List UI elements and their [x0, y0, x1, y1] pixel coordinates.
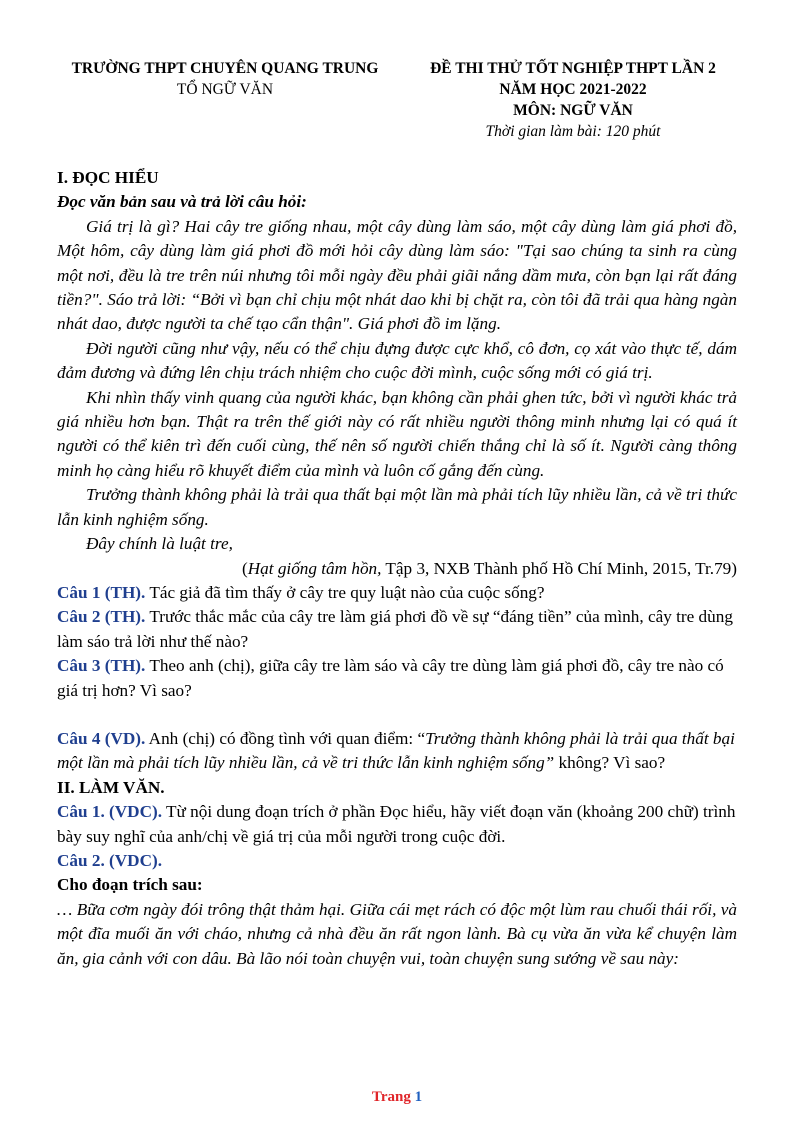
part1-heading: I. ĐỌC HIỂU — [57, 168, 159, 187]
passage-paragraph-1: Giá trị là gì? Hai cây tre giống nhau, một cây dùng làm sáo, một cây dùng làm giá phơi đồ, Một hôm, cây dùng làm giá phơi đồ mới hỏi cây dùng làm sáo: "Tại sao chúng ta sinh ra cùng một nơi, đều là tre trên núi nhưng tôi mỗi ngày đều phải giãi nắng dầm mưa, còn bạn lại rất đáng tiền?". Sáo trả lời: “Bởi vì bạn chỉ chịu một nhát dao khi bị chặt ra, còn tôi đã trải qua hàng ngàn nhát dao, được người ta chế tạo cẩn thận". Giá phơi đồ im lặng. — [57, 216, 737, 334]
school-header — [40, 58, 410, 100]
question-1-label: Câu 1 (TH). — [57, 582, 146, 602]
page-word: Trang — [371, 1089, 411, 1105]
school-name: TRƯỜNG THPT CHUYÊN QUANG TRUNG — [71, 60, 379, 77]
subject: MÔN: NGỮ VĂN — [513, 102, 633, 119]
page-footer — [0, 1089, 794, 1106]
spacer — [57, 703, 737, 727]
essay-question-1 — [57, 800, 737, 849]
passage-paragraph-5: Đây chính là luật tre, — [86, 534, 233, 554]
essay-question-1-text: Từ nội dung đoạn trích ở phần Đọc hiểu, hãy viết đoạn văn (khoảng 200 chữ) trình bày suy nghĩ của anh/chị về giá trị của mỗi người trong cuộc đời. — [57, 802, 736, 846]
question-3 — [57, 654, 737, 703]
question-3-label: Câu 3 (TH). — [57, 656, 146, 676]
question-4 — [57, 727, 737, 776]
part1-instruction: Đọc văn bản sau và trả lời câu hỏi: — [57, 192, 307, 212]
source-details: Tập 3, NXB Thành phố Hồ Chí Minh, 2015, Tr.79) — [381, 558, 737, 578]
essay-question-2-label: Câu 2. (VDC). — [57, 850, 163, 870]
question-2-text: Trước thắc mắc của cây tre làm giá phơi đồ về sự “đáng tiền” của mình, cây tre dùng làm sáo trả lời như thế nào? — [57, 607, 733, 651]
excerpt-text: … Bữa cơm ngày đói trông thật thảm hại. Giữa cái mẹt rách có độc một lùm rau chuối thái rối, và một đĩa muối ăn với cháo, nhưng cả nhà đều ăn rất ngon lành. Bà cụ vừa ăn vừa kể chuyện làm ăn, gia cảnh với con dâu. Bà lão nói toàn chuyện vui, toàn chuyện sung sướng về sau này: — [57, 899, 737, 968]
essay-question-1-label: Câu 1. (VDC). — [57, 802, 163, 822]
passage-paragraph-4: Trưởng thành không phải là trải qua thất bại một lần mà phải tích lũy nhiều lần, cả về tri thức lẫn kinh nghiệm sống. — [57, 485, 737, 529]
question-4-quote: Trưởng thành không phải là trải qua thất bại một lần mà phải tích lũy nhiều lần, cả về tri thức lẫn kinh nghiệm sống” — [57, 728, 735, 773]
excerpt-heading: Cho đoạn trích sau: — [57, 875, 203, 895]
question-2 — [57, 605, 737, 654]
passage-paragraph-3: Khi nhìn thấy vinh quang của người khác, bạn không cần phải ghen tức, bởi vì người khác trả giá nhiều hơn bạn. Thật ra trên thế giới này có rất nhiều người thông minh nhưng lại có quá ít người có thể kiên trì đến cuối cùng, thế nên số người chiến thắng chỉ là số ít. Người càng thông minh họ càng hiểu rõ khuyết điểm của mình và luôn cố gắng đến cùng. — [57, 387, 737, 480]
question-4-label: Câu 4 (VD). — [57, 728, 146, 748]
question-4-pre: Anh (chị) có đồng tình với quan điểm: “ — [145, 728, 426, 748]
time-limit: Thời gian làm bài: 120 phút — [485, 123, 661, 140]
page-number: 1 — [414, 1089, 423, 1105]
question-2-label: Câu 2 (TH). — [57, 607, 146, 627]
reading-passage — [57, 215, 737, 557]
department-name: TỔ NGỮ VĂN — [176, 81, 274, 98]
exam-title: ĐỀ THI THỬ TỐT NGHIỆP THPT LẦN 2 — [430, 60, 716, 77]
question-1-text: Tác giả đã tìm thấy ở cây tre quy luật nào của cuộc sống? — [145, 582, 545, 602]
question-3-text: Theo anh (chị), giữa cây tre làm sáo và cây tre dùng làm giá phơi đồ, cây tre nào có giá trị hơn? Vì sao? — [57, 656, 724, 700]
source-title: Hạt giống tâm hồn, — [247, 558, 382, 578]
passage-source: (Hạt giống tâm hồn, Tập 3, NXB Thành phố Hồ Chí Minh, 2015, Tr.79) — [242, 558, 737, 578]
exam-body — [57, 166, 737, 971]
part2-heading: II. LÀM VĂN. — [57, 777, 165, 797]
question-4-post: không? Vì sao? — [554, 753, 666, 773]
passage-paragraph-2: Đời người cũng như vậy, nếu có thể chịu đựng được cực khổ, cô đơn, cọ xát vào thực tế, dám đảm đương và đứng lên chịu trách nhiệm cho cuộc đời mình, cuộc sống mới có giá trị. — [57, 338, 737, 383]
question-1 — [57, 581, 737, 605]
exam-header — [408, 58, 738, 142]
school-year: NĂM HỌC 2021-2022 — [499, 81, 647, 98]
